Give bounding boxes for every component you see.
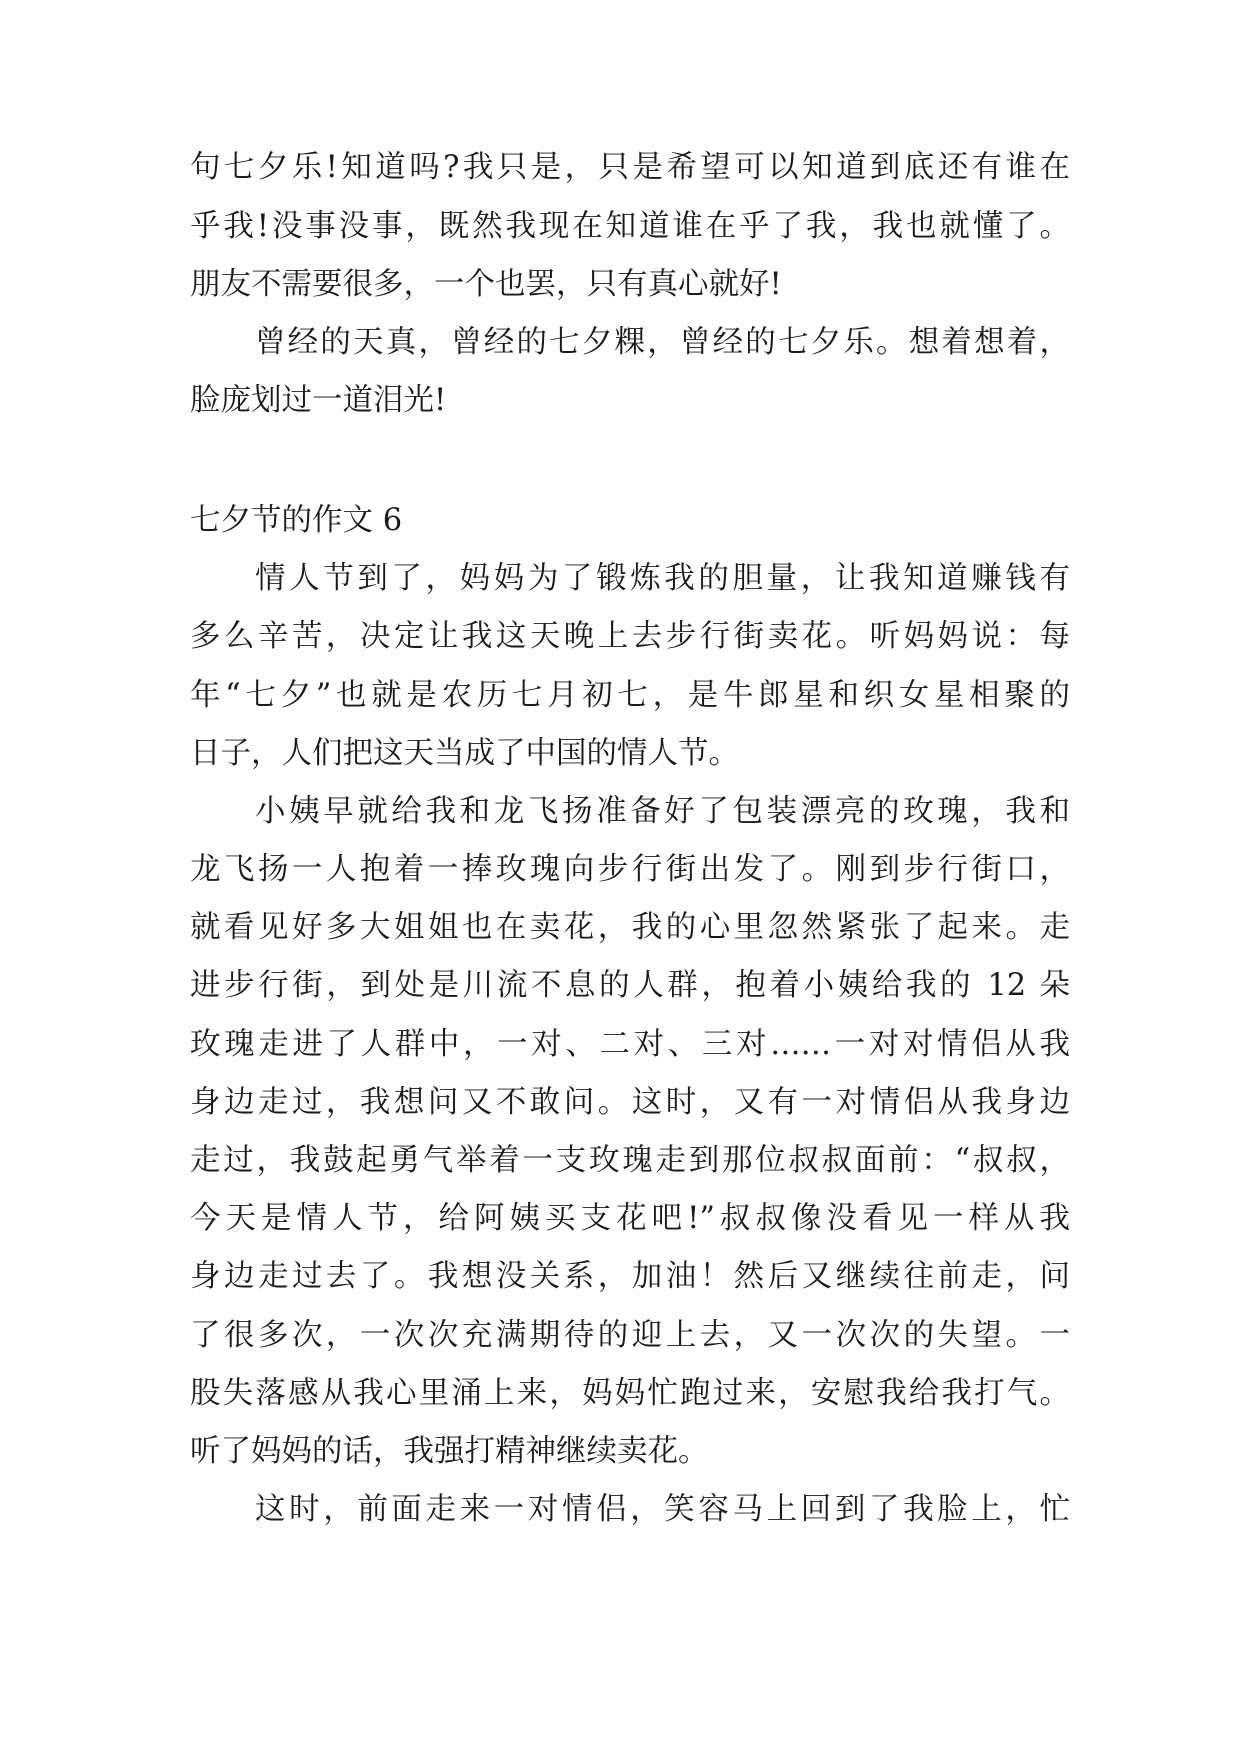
text-line: 句七夕乐!知道吗?我只是，只是希望可以知道到底还有谁在 bbox=[190, 150, 1070, 185]
text-line: 了很多次，一次次充满期待的迎上去，又一次次的失望。一 bbox=[190, 1318, 1070, 1353]
section-heading: 七夕节的作文 6 bbox=[190, 503, 403, 538]
text-line: 听了妈妈的话，我强打精神继续卖花。 bbox=[190, 1434, 709, 1469]
text-line: 年“七夕”也就是农历七月初七，是牛郎星和织女星相聚的 bbox=[190, 678, 1070, 713]
text-line: 走过，我鼓起勇气举着一支玫瑰走到那位叔叔面前：“叔叔， bbox=[190, 1143, 1070, 1178]
text-line: 小姨早就给我和龙飞扬准备好了包装漂亮的玫瑰，我和 bbox=[255, 794, 1070, 829]
text-line: 乎我!没事没事，既然我现在知道谁在乎了我，我也就懂了。 bbox=[190, 209, 1070, 244]
text-line: 股失落感从我心里涌上来，妈妈忙跑过来，安慰我给我打气。 bbox=[190, 1376, 1070, 1411]
text-line: 脸庞划过一道泪光! bbox=[190, 383, 447, 418]
text-line: 身边走过，我想问又不敢问。这时，又有一对情侣从我身边 bbox=[190, 1085, 1070, 1120]
text-line: 进步行街，到处是川流不息的人群，抱着小姨给我的 12 朵 bbox=[190, 968, 1070, 1003]
text-line: 玫瑰走进了人群中，一对、二对、三对……一对对情侣从我 bbox=[190, 1027, 1070, 1062]
text-line: 就看见好多大姐姐也在卖花，我的心里忽然紧张了起来。走 bbox=[190, 910, 1070, 945]
text-line: 曾经的天真，曾经的七夕粿，曾经的七夕乐。想着想着， bbox=[255, 325, 1070, 360]
text-line: 这时，前面走来一对情侣，笑容马上回到了我脸上，忙 bbox=[255, 1492, 1070, 1527]
text-line: 龙飞扬一人抱着一捧玫瑰向步行街出发了。刚到步行街口， bbox=[190, 852, 1070, 887]
text-line: 情人节到了，妈妈为了锻炼我的胆量，让我知道赚钱有 bbox=[255, 561, 1070, 596]
text-line: 身边走过去了。我想没关系，加油！然后又继续往前走，问 bbox=[190, 1259, 1070, 1294]
text-line: 多么辛苦，决定让我这天晚上去步行街卖花。听妈妈说：每 bbox=[190, 619, 1070, 654]
text-line: 今天是情人节，给阿姨买支花吧!”叔叔像没看见一样从我 bbox=[190, 1201, 1070, 1236]
text-line: 日子，人们把这天当成了中国的情人节。 bbox=[190, 736, 739, 771]
text-line: 朋友不需要很多，一个也罢，只有真心就好! bbox=[190, 267, 782, 302]
